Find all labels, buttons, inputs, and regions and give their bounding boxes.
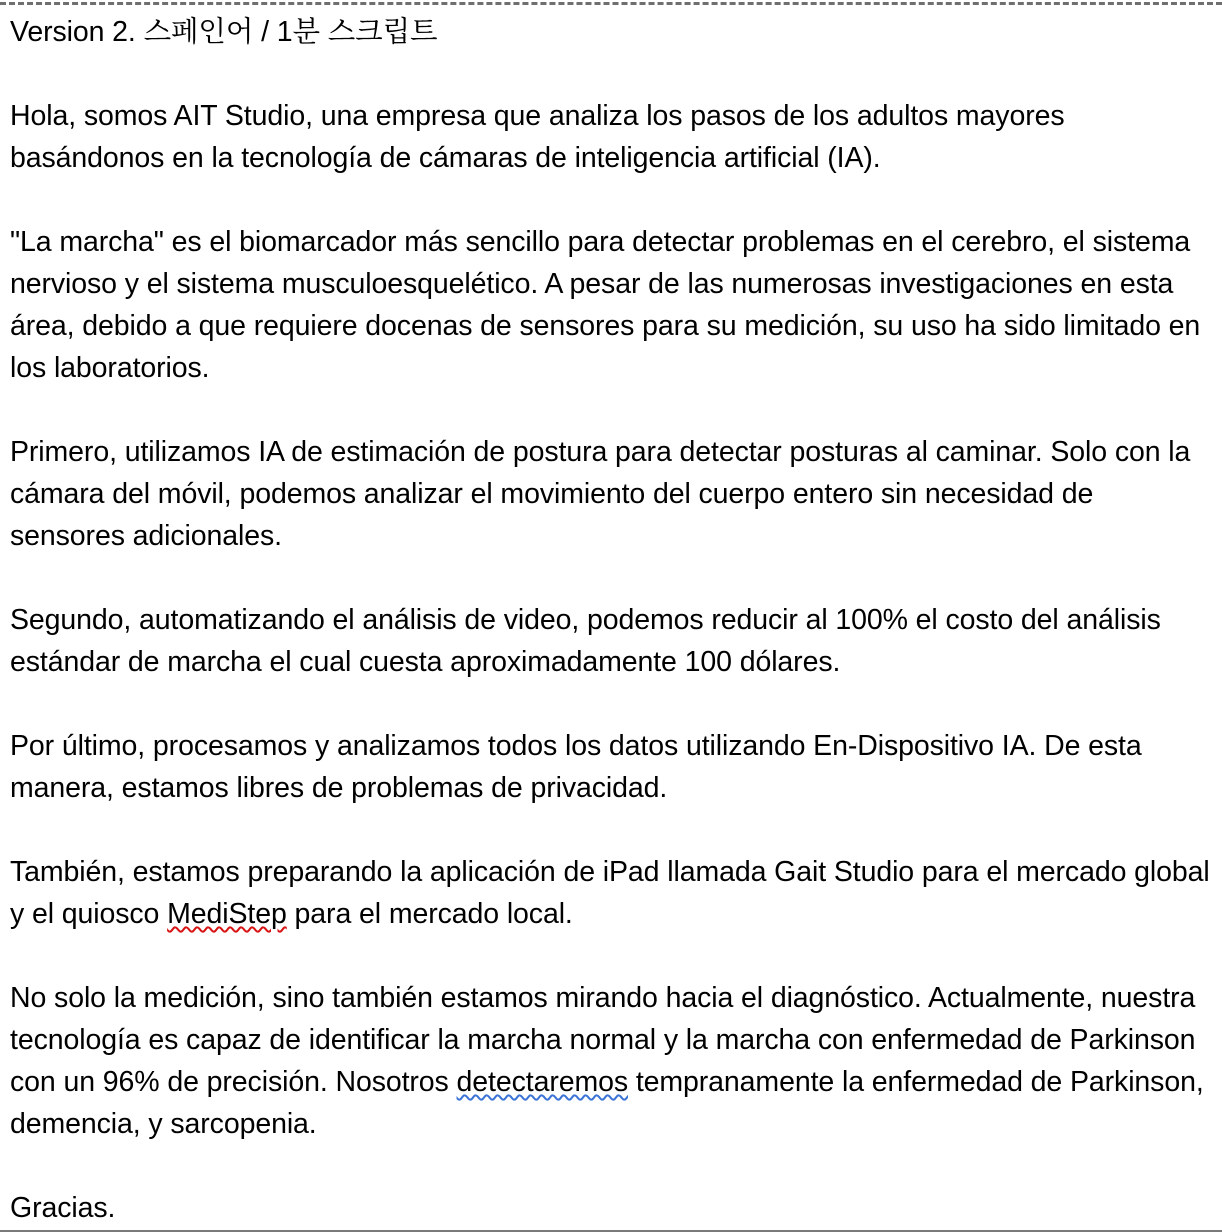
document-heading: Version 2. 스페인어 / 1분 스크립트 <box>10 16 438 48</box>
paragraph-spacer <box>10 53 1215 95</box>
diagnosis-text-lead: No solo la medición, sino también estamos mirando hacia el diagnóstico. Actualmente, nuestra tecnología es capaz de identificar la marcha normal y la marcha con enfermedad de Parkinson con un 96% de precisión. Nosotros <box>10 982 1196 1098</box>
misspelled-word-medistep[interactable]: MediStep <box>167 898 287 930</box>
paragraph-point-three: Por último, procesamos y analizamos todos los datos utilizando En-Dispositivo IA. De esta manera, estamos libres de problemas de privacidad. <box>10 730 1142 804</box>
page-top-divider <box>0 2 1222 5</box>
grammar-flagged-word-detectaremos[interactable]: detectaremos <box>456 1066 629 1098</box>
paragraph-spacer <box>10 557 1215 599</box>
diagnosis-text-tail: tempranamente la enfermedad de Parkinson, demencia, y sarcopenia. <box>10 1066 1204 1140</box>
paragraph-closing: Gracias. <box>10 1192 116 1224</box>
paragraph-spacer <box>10 935 1215 977</box>
paragraph-point-one: Primero, utilizamos IA de estimación de postura para detectar posturas al caminar. Solo con la cámara del móvil, podemos analizar el movimiento del cuerpo entero sin necesidad de sensores adicionales. <box>10 436 1191 552</box>
paragraph-spacer <box>10 809 1215 851</box>
paragraph-products <box>10 851 1215 935</box>
products-text-tail: para el mercado local. <box>286 898 573 930</box>
paragraph-spacer <box>10 683 1215 725</box>
paragraph-biomarker: "La marcha" es el biomarcador más sencillo para detectar problemas en el cerebro, el sistema nervioso y el sistema musculoesquelético. A pesar de las numerosas investigaciones en esta área, debido a que requiere docenas de sensores para su medición, su uso ha sido limitado en los laboratorios. <box>10 226 1201 384</box>
document-body[interactable] <box>10 11 1215 1229</box>
paragraph-diagnosis <box>10 977 1215 1145</box>
paragraph-spacer <box>10 1145 1215 1187</box>
paragraph-point-two: Segundo, automatizando el análisis de video, podemos reducir al 100% el costo del análisis estándar de marcha el cual cuesta aproximadamente 100 dólares. <box>10 604 1161 678</box>
paragraph-intro: Hola, somos AIT Studio, una empresa que analiza los pasos de los adultos mayores basándonos en la tecnología de cámaras de inteligencia artificial (IA). <box>10 100 1065 174</box>
products-text-lead: También, estamos preparando la aplicación de iPad llamada Gait Studio para el mercado global y el quiosco <box>10 856 1210 930</box>
paragraph-spacer <box>10 179 1215 221</box>
paragraph-spacer <box>10 389 1215 431</box>
